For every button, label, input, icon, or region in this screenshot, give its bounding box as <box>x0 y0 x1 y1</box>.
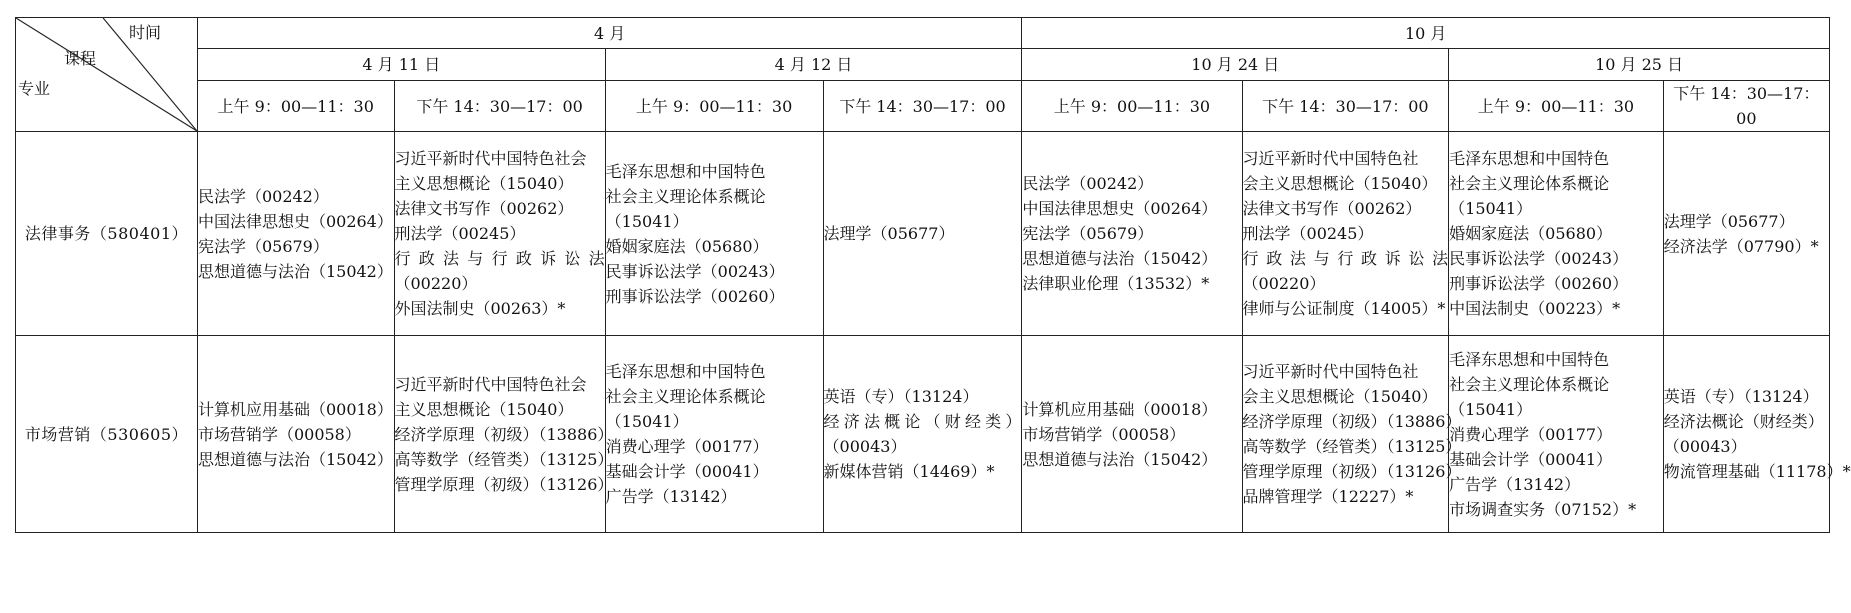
date-header: 4 月 11 日 <box>197 49 605 81</box>
course-cell <box>1449 336 1664 533</box>
course-line: （15041） <box>605 412 689 431</box>
course-line: 行政法与行政诉讼法 <box>1242 249 1449 268</box>
course-line: 高等数学（经管类）（13125） <box>394 449 614 469</box>
course-line: 市场营销学（00058） <box>197 424 361 444</box>
course-cell <box>1242 132 1449 336</box>
major-name: 法律事务（580401） <box>16 132 198 336</box>
course-line: 基础会计学（00041） <box>605 462 769 481</box>
course-line: 物流管理基础（11178）* <box>1663 462 1851 481</box>
course-line: 经济法概论（财经类） <box>1663 412 1824 431</box>
session-header-morning: 上午 9：00—11：30 <box>1449 81 1664 132</box>
course-line: 高等数学（经管类）（13125） <box>1242 437 1462 456</box>
course-line: 宪法学（05679） <box>1022 224 1154 243</box>
course-line: 管理学原理（初级）（13126） <box>1242 462 1462 481</box>
course-line: 中国法制史（00223）* <box>1449 299 1621 318</box>
course-line: 市场营销学（00058） <box>1022 424 1186 444</box>
course-line: 经济学原理（初级）（13886） <box>1242 412 1462 431</box>
course-line: 思想道德与法治（15042） <box>197 449 393 469</box>
course-cell <box>1663 132 1829 336</box>
course-line: 民事诉讼法学（00243） <box>1449 249 1629 268</box>
course-line: 思想道德与法治（15042） <box>1022 449 1218 469</box>
course-line: （15041） <box>605 211 689 231</box>
course-cell <box>605 336 823 533</box>
course-line: 毛泽东思想和中国特色 <box>605 362 766 381</box>
course-line: 刑事诉讼法学（00260） <box>605 286 785 306</box>
course-line: 中国法律思想史（00264） <box>1022 199 1218 218</box>
course-line: 市场调查实务（07152）* <box>1449 499 1637 519</box>
course-cell <box>1663 336 1851 533</box>
session-header-afternoon: 下午 14：30—17：00 <box>1242 81 1449 132</box>
session-header-morning: 上午 9：00—11：30 <box>1022 81 1242 132</box>
course-cell <box>605 132 823 336</box>
course-line: 民法学（00242） <box>197 186 329 206</box>
course-line: 习近平新时代中国特色社会 <box>394 149 587 168</box>
course-line: 社会主义理论体系概论 <box>1449 174 1610 193</box>
course-line: 品牌管理学（12227）* <box>1242 487 1414 506</box>
course-line: 毛泽东思想和中国特色 <box>1449 349 1610 369</box>
session-header-morning: 上午 9：00—11：30 <box>197 81 394 132</box>
major-name: 市场营销（530605） <box>16 336 198 533</box>
course-line: 毛泽东思想和中国特色 <box>605 161 766 181</box>
course-line: 英语（专）（13124） <box>823 387 979 406</box>
course-line: 毛泽东思想和中国特色 <box>1449 149 1610 168</box>
course-line: 刑法学（00245） <box>1242 224 1374 243</box>
course-line: 广告学（13142） <box>1449 474 1581 494</box>
session-header-afternoon: 下午 14：30—17：00 <box>823 81 1022 132</box>
course-line: 社会主义理论体系概论 <box>1449 374 1610 394</box>
course-line: 习近平新时代中国特色社 <box>1242 362 1419 381</box>
course-line: 新媒体营销（14469）* <box>823 462 995 481</box>
session-header-afternoon: 下午 14：30—17：00 <box>1663 81 1829 132</box>
course-cell <box>394 132 605 336</box>
course-line: 思想道德与法治（15042） <box>197 261 393 281</box>
exam-schedule-table <box>15 17 1851 533</box>
course-line: 法律文书写作（00262） <box>1242 199 1422 218</box>
course-cell <box>823 336 1022 533</box>
course-line: 婚姻家庭法（05680） <box>1449 224 1613 243</box>
course-line: 经济学原理（初级）（13886） <box>394 424 614 444</box>
course-line: 基础会计学（00041） <box>1449 449 1613 469</box>
month-header-april: 4 月 <box>197 18 1021 49</box>
course-line: 法律职业伦理（13532）* <box>1022 274 1210 293</box>
month-header-october: 10 月 <box>1022 18 1830 49</box>
session-header-afternoon: 下午 14：30—17：00 <box>394 81 605 132</box>
course-line: （15041） <box>1449 399 1533 419</box>
date-header: 10 月 24 日 <box>1022 49 1449 81</box>
header-corner-cell <box>16 18 198 132</box>
date-header: 10 月 25 日 <box>1449 49 1830 81</box>
course-line: 广告学（13142） <box>605 487 737 506</box>
course-line: 主义思想概论（15040） <box>394 399 574 419</box>
course-cell <box>1449 132 1664 336</box>
course-cell <box>197 336 394 533</box>
course-line: 刑法学（00245） <box>394 224 526 243</box>
course-line: 刑事诉讼法学（00260） <box>1449 274 1629 293</box>
course-cell <box>1242 336 1462 533</box>
course-line: 思想道德与法治（15042） <box>1022 249 1218 268</box>
date-header: 4 月 12 日 <box>605 49 1022 81</box>
course-line: 民法学（00242） <box>1022 174 1154 193</box>
course-line: 会主义思想概论（15040） <box>1242 387 1438 406</box>
course-line: 婚姻家庭法（05680） <box>605 236 769 256</box>
course-line: （00043） <box>1663 437 1747 456</box>
table-row <box>16 132 1830 336</box>
course-line: 经济法概论（财经类） <box>823 412 1022 431</box>
course-line: （00043） <box>823 437 907 456</box>
course-line: 宪法学（05679） <box>197 236 329 256</box>
course-cell <box>1022 132 1242 336</box>
course-line: （00220） <box>394 274 478 293</box>
diagonal-lines <box>16 18 197 131</box>
course-line: 社会主义理论体系概论 <box>605 186 766 206</box>
course-line: 民事诉讼法学（00243） <box>605 261 785 281</box>
session-header-morning: 上午 9：00—11：30 <box>605 81 823 132</box>
corner-label-time: 时间 <box>129 23 162 42</box>
course-line: （00220） <box>1242 274 1326 293</box>
course-line: 社会主义理论体系概论 <box>605 387 766 406</box>
course-line: 消费心理学（00177） <box>1449 424 1613 444</box>
course-line: 法律文书写作（00262） <box>394 199 574 218</box>
course-line: 管理学原理（初级）（13126） <box>394 474 614 494</box>
course-line: 律师与公证制度（14005）* <box>1242 299 1446 318</box>
corner-label-major: 专业 <box>18 79 51 98</box>
course-line: 法理学（05677） <box>1663 211 1795 231</box>
course-line: 计算机应用基础（00018） <box>1022 399 1218 419</box>
course-line: 会主义思想概论（15040） <box>1242 174 1438 193</box>
course-line: 主义思想概论（15040） <box>394 174 574 193</box>
course-line: 计算机应用基础（00018） <box>197 399 393 419</box>
table-row <box>16 336 1830 533</box>
course-line: 行政法与行政诉讼法 <box>394 249 605 268</box>
course-line: 习近平新时代中国特色社 <box>1242 149 1419 168</box>
corner-label-course: 课程 <box>64 49 97 68</box>
course-line: 法理学（05677） <box>823 224 955 243</box>
course-line: 中国法律思想史（00264） <box>197 211 393 231</box>
course-cell <box>823 132 1022 336</box>
course-line: 外国法制史（00263）* <box>394 299 566 318</box>
course-line: 消费心理学（00177） <box>605 437 769 456</box>
course-line: 经济法学（07790）* <box>1663 236 1819 256</box>
course-line: 习近平新时代中国特色社会 <box>394 374 587 394</box>
course-line: （15041） <box>1449 199 1533 218</box>
course-cell <box>394 336 614 533</box>
course-cell <box>197 132 394 336</box>
course-cell <box>1022 336 1242 533</box>
course-line: 英语（专）（13124） <box>1663 387 1819 406</box>
